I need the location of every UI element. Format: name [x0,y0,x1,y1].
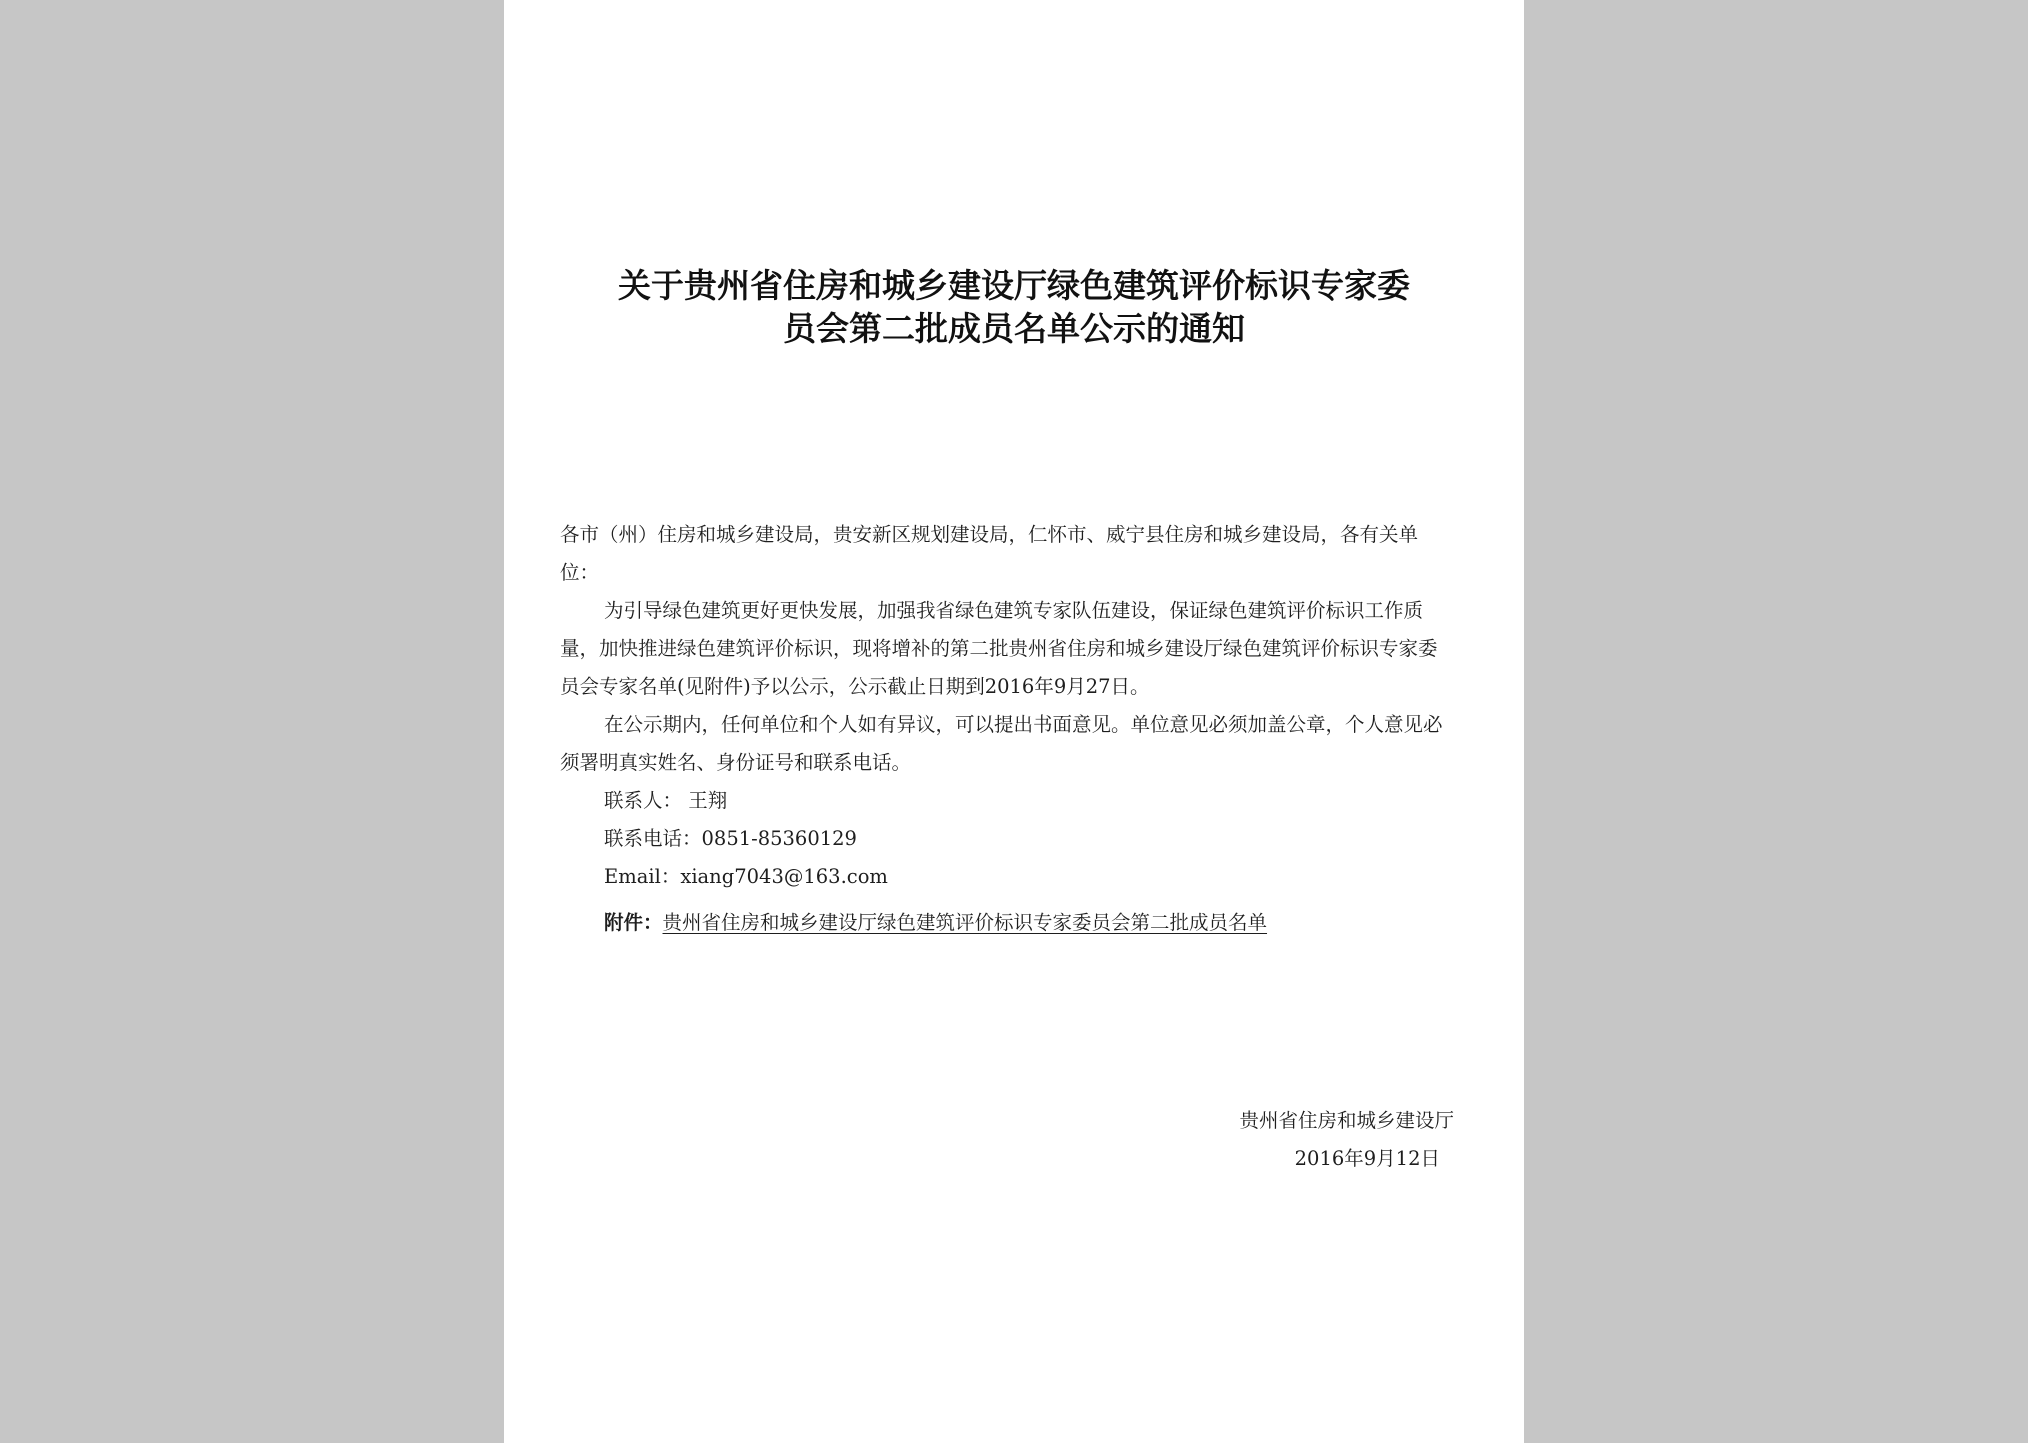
contact-person: 联系人： 王翔 [604,789,728,812]
document-title [564,264,1464,350]
attachment-label: 附件： [604,911,663,934]
title-line-2: 员会第二批成员名单公示的通知 [783,309,1245,348]
paragraph-purpose: 为引导绿色建筑更好更快发展，加强我省绿色建筑专家队伍建设，保证绿色建筑评价标识工作质量，加快推进绿色建筑评价标识，现将增补的第二批贵州省住房和城乡建设厅绿色建筑评价标识专家委员会专家名单(见附件)予以公示，公示截止日期到2016年9月27日。 [560,599,1438,698]
signature-block [1144,1102,1454,1178]
attachment [560,904,1450,942]
document-body [560,516,1450,942]
recipients: 各市（州）住房和城乡建设局，贵安新区规划建设局，仁怀市、威宁县住房和城乡建设局，各有关单位： [560,523,1419,584]
contact-phone: 联系电话：0851-85360129 [604,827,857,850]
attachment-link[interactable]: 贵州省住房和城乡建设厅绿色建筑评价标识专家委员会第二批成员名单 [662,911,1268,934]
signature-org: 贵州省住房和城乡建设厅 [1239,1109,1454,1132]
document-page [504,0,1524,1443]
paragraph-objection: 在公示期内，任何单位和个人如有异议，可以提出书面意见。单位意见必须加盖公章，个人意见必须署明真实姓名、身份证号和联系电话。 [560,713,1443,774]
title-line-1: 关于贵州省住房和城乡建设厅绿色建筑评价标识专家委 [618,266,1410,305]
contact-email: Email：xiang7043@163.com [604,865,888,888]
signature-date: 2016年9月12日 [1294,1147,1440,1170]
